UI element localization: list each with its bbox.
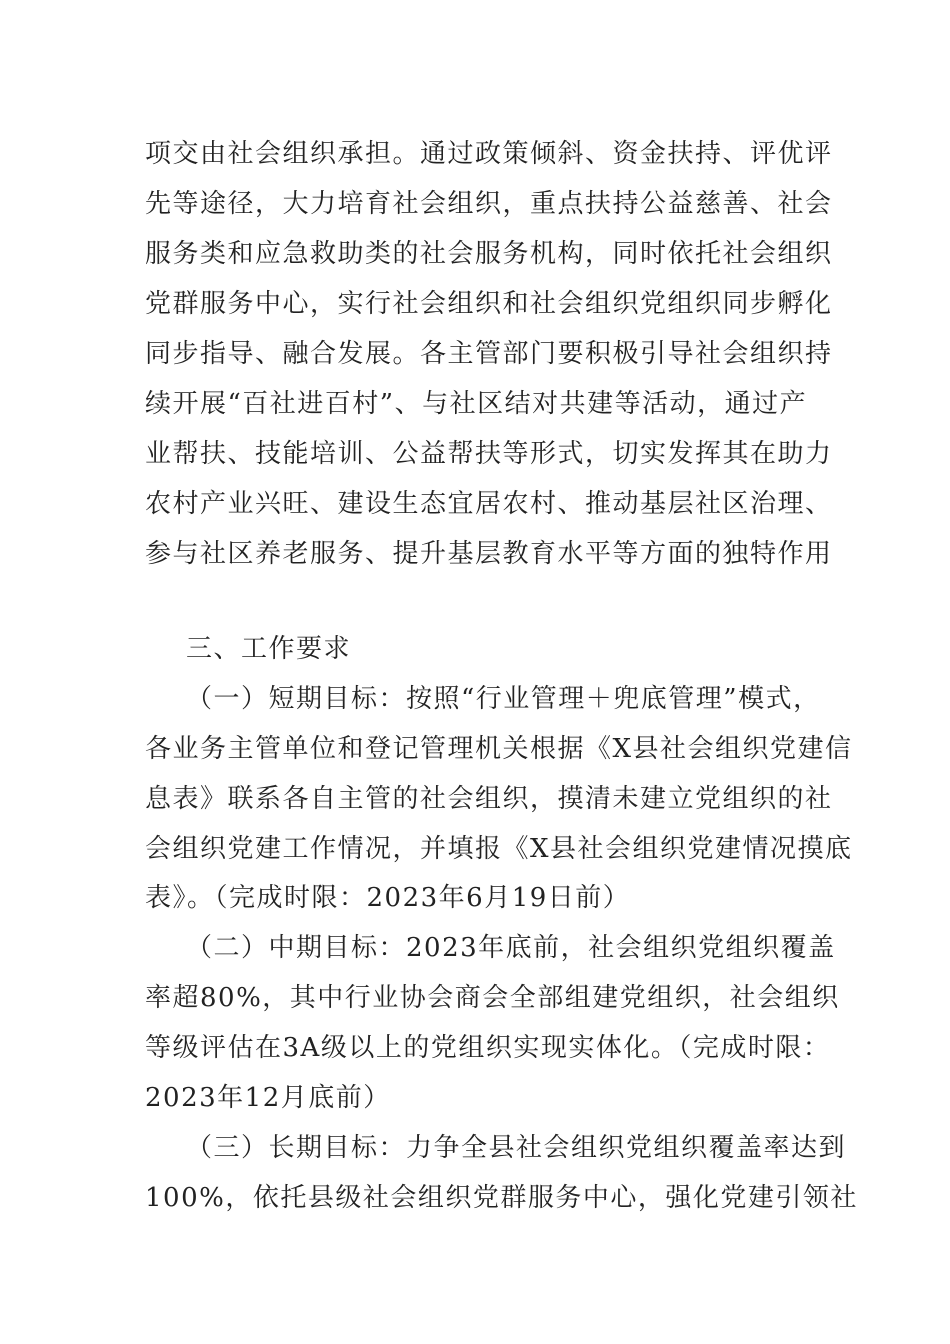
paragraph-1-line-5: 同步指导、融合发展。各主管部门要积极引导社会组织持 bbox=[145, 339, 833, 369]
paragraph-4-line-1: （三）长期目标：力争全县社会组织党组织覆盖率达到 bbox=[186, 1133, 847, 1163]
paragraph-1-line-3: 服务类和应急救助类的社会服务机构，同时依托社会组织 bbox=[145, 239, 833, 269]
paragraph-2-line-5: 表》。（完成时限：2023年6月19日前） bbox=[145, 883, 631, 913]
paragraph-1-line-1: 项交由社会组织承担。通过政策倾斜、资金扶持、评优评 bbox=[145, 139, 833, 169]
paragraph-2-line-4: 会组织党建工作情况，并填报《X县社会组织党建情况摸底 bbox=[145, 834, 853, 864]
section-heading: 三、工作要求 bbox=[186, 634, 352, 664]
paragraph-1-line-7: 业帮扶、技能培训、公益帮扶等形式，切实发挥其在助力 bbox=[145, 439, 833, 469]
paragraph-3-line-1: （二）中期目标：2023年底前，社会组织党组织覆盖 bbox=[186, 933, 836, 963]
paragraph-3-line-3: 等级评估在3A级以上的党组织实现实体化。（完成时限： bbox=[145, 1033, 831, 1063]
paragraph-3-line-2: 率超80%，其中行业协会商会全部组建党组织，社会组织 bbox=[145, 983, 840, 1013]
paragraph-2-line-1: （一）短期目标：按照“行业管理＋兜底管理”模式， bbox=[186, 684, 821, 714]
paragraph-1-line-9: 参与社区养老服务、提升基层教育水平等方面的独特作用 bbox=[145, 539, 833, 569]
paragraph-4-line-2: 100%，依托县级社会组织党群服务中心，强化党建引领社 bbox=[145, 1183, 858, 1213]
paragraph-3-line-4: 2023年12月底前） bbox=[145, 1083, 391, 1113]
paragraph-2-line-2: 各业务主管单位和登记管理机关根据《X县社会组织党建信 bbox=[145, 734, 853, 764]
paragraph-2-line-3: 息表》联系各自主管的社会组织，摸清未建立党组织的社 bbox=[145, 784, 833, 814]
paragraph-1-line-2: 先等途径，大力培育社会组织，重点扶持公益慈善、社会 bbox=[145, 189, 833, 219]
paragraph-1-line-4: 党群服务中心，实行社会组织和社会组织党组织同步孵化 bbox=[145, 289, 833, 319]
paragraph-1-line-8: 农村产业兴旺、建设生态宜居农村、推动基层社区治理、 bbox=[145, 489, 833, 519]
paragraph-1-line-6: 续开展“百社进百村”、与社区结对共建等活动，通过产 bbox=[145, 389, 808, 419]
